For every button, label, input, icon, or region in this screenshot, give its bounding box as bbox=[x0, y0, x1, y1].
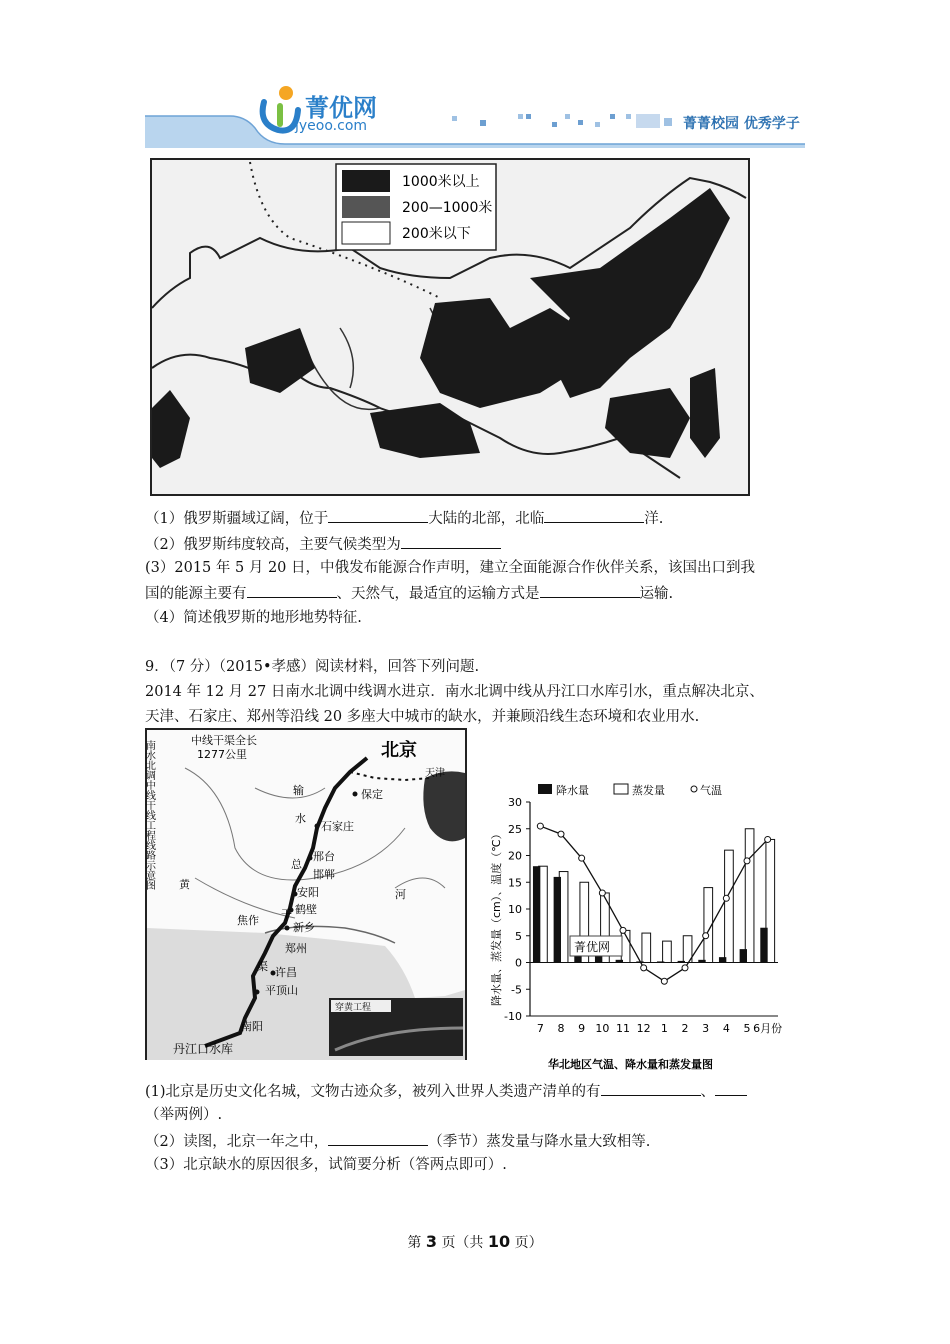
legend-marker-temp bbox=[691, 786, 697, 792]
q8-text-2: （2）俄罗斯纬度较高，主要气候类型为 bbox=[145, 537, 401, 553]
legend-swatch-high bbox=[342, 170, 390, 192]
city-jiaozuo: 焦作 bbox=[237, 914, 259, 927]
evaporation-bar bbox=[745, 829, 754, 963]
x-tick-label: 12 bbox=[636, 1022, 651, 1035]
page-total: 10 bbox=[487, 1232, 511, 1251]
q9-sub-1-cont: （举两例）. bbox=[145, 1107, 223, 1123]
precipitation-bar bbox=[760, 928, 767, 963]
q9-text-2b: （季节）蒸发量与降水量大致相等. bbox=[428, 1134, 651, 1150]
x-tick-label: 6月份 bbox=[753, 1022, 783, 1035]
answer-blank[interactable] bbox=[715, 1081, 747, 1096]
y-tick-label: 25 bbox=[508, 822, 522, 836]
temperature-point bbox=[723, 895, 729, 901]
answer-blank[interactable] bbox=[247, 583, 337, 598]
precipitation-bar bbox=[616, 960, 623, 963]
city-xuchang: 许昌 bbox=[275, 966, 297, 979]
y-tick-label: 5 bbox=[515, 929, 522, 943]
route-char-1: 输 bbox=[293, 784, 304, 797]
q8-line-1 bbox=[145, 508, 663, 529]
watermark-text: 菁优网 bbox=[574, 940, 611, 954]
q9-material-2: 天津、石家庄、郑州等沿线 20 多座大中城市的缺水，并兼顾沿线生态环境和农业用水. bbox=[145, 709, 700, 725]
temperature-point bbox=[620, 927, 626, 933]
map2-side-label: 南水北调中线干线工程线路示意图 bbox=[143, 740, 155, 890]
precipitation-bar bbox=[740, 949, 747, 962]
q8-text-4c: 运输. bbox=[639, 586, 674, 602]
city-xinxiang: 新乡 bbox=[293, 921, 315, 934]
q8-text-4a: 国的能源主要有 bbox=[145, 586, 247, 602]
q8-text-1b: 大陆的北部，北临 bbox=[428, 511, 545, 527]
city-danjiangkou: 丹江口水库 bbox=[173, 1042, 234, 1056]
q8-line-4 bbox=[145, 583, 673, 604]
q9-sub-1 bbox=[145, 1081, 747, 1102]
temperature-point bbox=[682, 965, 688, 971]
q8-line-2 bbox=[145, 534, 501, 555]
chart-title: 华北地区气温、降水量和蒸发量图 bbox=[548, 1058, 713, 1071]
temperature-point bbox=[641, 965, 647, 971]
river-label-1: 黄 bbox=[179, 878, 190, 891]
city-zhengzhou: 郑州 bbox=[285, 942, 307, 955]
city-tianjin: 天津 bbox=[425, 768, 445, 779]
evaporation-bar bbox=[642, 933, 651, 962]
q9-sub-2 bbox=[145, 1131, 650, 1152]
precipitation-bar bbox=[554, 877, 561, 963]
y-tick-label: 15 bbox=[508, 876, 522, 890]
legend-swatch-low bbox=[342, 222, 390, 244]
answer-blank[interactable] bbox=[601, 1081, 701, 1096]
q8-text-4b: 、天然气，最适宜的运输方式是 bbox=[336, 586, 540, 602]
precipitation-bar bbox=[678, 961, 685, 963]
footer-pre: 第 bbox=[407, 1235, 422, 1251]
header-dots bbox=[440, 110, 680, 130]
route-char-5: 渠 bbox=[257, 960, 268, 973]
inset-photo bbox=[329, 998, 463, 1056]
answer-blank[interactable] bbox=[544, 508, 644, 523]
water-diversion-map bbox=[145, 728, 467, 1060]
q9-text-1a: (1)北京是历史文化名城，文物古迹众多，被列入世界人类遗产清单的有 bbox=[145, 1084, 601, 1100]
page-footer bbox=[0, 1232, 950, 1252]
legend-swatch-evap bbox=[614, 784, 628, 794]
answer-blank[interactable] bbox=[540, 583, 640, 598]
x-tick-label: 9 bbox=[578, 1022, 586, 1035]
precipitation-bar bbox=[657, 961, 664, 962]
precipitation-bar bbox=[533, 866, 540, 962]
x-tick-label: 8 bbox=[557, 1022, 565, 1035]
evaporation-bar bbox=[663, 941, 672, 962]
route-char-4: 干 bbox=[281, 908, 292, 921]
q9-sub-3: （3）北京缺水的原因很多，试简要分析（答两点即可）. bbox=[145, 1157, 507, 1173]
page-number: 3 bbox=[425, 1232, 437, 1251]
y-tick-label: 10 bbox=[508, 903, 522, 916]
footer-post: 页） bbox=[514, 1235, 543, 1251]
temperature-point bbox=[558, 831, 564, 837]
route-char-3: 总 bbox=[291, 858, 302, 871]
city-beijing: 北京 bbox=[381, 740, 417, 761]
x-tick-label: 4 bbox=[722, 1022, 730, 1035]
q8-line-5: （4）简述俄罗斯的地形地势特征. bbox=[145, 610, 362, 626]
x-tick-label: 10 bbox=[595, 1022, 610, 1035]
precipitation-bar bbox=[719, 957, 726, 962]
temperature-point bbox=[765, 836, 771, 842]
legend-swatch-mid bbox=[342, 196, 390, 218]
legend-label-mid: 200—1000米 bbox=[402, 200, 493, 216]
city-baoding: 保定 bbox=[361, 788, 383, 801]
climate-chart bbox=[478, 776, 808, 1072]
q8-text-1a: （1）俄罗斯疆域辽阔，位于 bbox=[145, 511, 329, 527]
temperature-point bbox=[703, 933, 709, 939]
city-shijiazhuang: 石家庄 bbox=[321, 820, 354, 833]
y-tick-label: -10 bbox=[504, 1010, 522, 1023]
x-tick-label: 7 bbox=[536, 1022, 544, 1035]
x-tick-label: 11 bbox=[616, 1022, 630, 1035]
map2-length-label: 中线干渠全长 bbox=[191, 734, 257, 747]
logo-url: jyeoo.com bbox=[295, 118, 368, 134]
q8-line-3: (3）2015 年 5 月 20 日，中俄发布能源合作声明，建立全面能源合作伙伴关系，该国出口到我 bbox=[145, 560, 756, 576]
chart-ylabel: 降水量、蒸发量（cm）、温度（℃） bbox=[490, 828, 503, 1006]
route-char-2: 水 bbox=[295, 812, 306, 825]
map2-length-value: 1277公里 bbox=[197, 748, 247, 761]
city-hebi: 鹤壁 bbox=[295, 903, 317, 916]
legend-label-high: 1000米以上 bbox=[402, 174, 480, 190]
y-tick-label: 0 bbox=[515, 956, 522, 970]
q9-text-1b: 、 bbox=[700, 1084, 716, 1100]
q9-title: 9．（7 分）（2015•孝感）阅读材料，回答下列问题. bbox=[145, 659, 480, 675]
q9-text-2a: （2）读图，北京一年之中， bbox=[145, 1134, 329, 1150]
legend-label-low: 200米以下 bbox=[402, 226, 471, 242]
city-xingtai: 邢台 bbox=[313, 850, 335, 863]
y-tick-label: -5 bbox=[511, 983, 522, 997]
footer-mid: 页（共 bbox=[441, 1235, 484, 1251]
legend-label-temp: 气温 bbox=[700, 784, 722, 797]
slogan: 菁菁校园 优秀学子 bbox=[683, 116, 800, 132]
legend-label-precip: 降水量 bbox=[556, 784, 589, 797]
legend-label-evap: 蒸发量 bbox=[632, 784, 665, 797]
y-tick-label: 20 bbox=[508, 849, 522, 863]
chart-watermark bbox=[570, 936, 622, 956]
temperature-point bbox=[744, 858, 750, 864]
x-tick-label: 1 bbox=[660, 1022, 668, 1035]
map1-legend bbox=[336, 164, 496, 250]
inset-label: 穿黄工程 bbox=[335, 1003, 372, 1013]
q8-text-1c: 洋. bbox=[644, 511, 664, 527]
y-tick-label: 30 bbox=[508, 796, 522, 809]
evaporation-bar bbox=[725, 850, 734, 962]
city-nanyang: 南阳 bbox=[241, 1020, 263, 1033]
x-tick-label: 2 bbox=[681, 1022, 689, 1035]
answer-blank[interactable] bbox=[401, 534, 501, 549]
x-tick-label: 5 bbox=[743, 1022, 751, 1035]
temperature-point bbox=[537, 823, 543, 829]
russia-relief-map bbox=[150, 158, 750, 496]
city-handan: 邯郸 bbox=[313, 868, 335, 881]
precipitation-bar bbox=[698, 960, 705, 963]
city-pingdingshan: 平顶山 bbox=[265, 984, 298, 997]
temperature-point bbox=[661, 978, 667, 984]
answer-blank[interactable] bbox=[328, 1131, 428, 1146]
river-label-2: 河 bbox=[395, 888, 406, 901]
x-tick-label: 3 bbox=[702, 1022, 710, 1035]
temperature-point bbox=[599, 890, 605, 896]
legend-swatch-precip bbox=[538, 784, 552, 794]
city-anyang: 安阳 bbox=[297, 886, 319, 899]
chart-legend bbox=[538, 783, 722, 797]
temperature-point bbox=[579, 855, 585, 861]
answer-blank[interactable] bbox=[328, 508, 428, 523]
logo-text: 菁优网 bbox=[305, 94, 377, 122]
q9-material-1: 2014 年 12 月 27 日南水北调中线调水进京．南水北调中线从丹江口水库引水，重点解决北京、 bbox=[145, 684, 764, 700]
